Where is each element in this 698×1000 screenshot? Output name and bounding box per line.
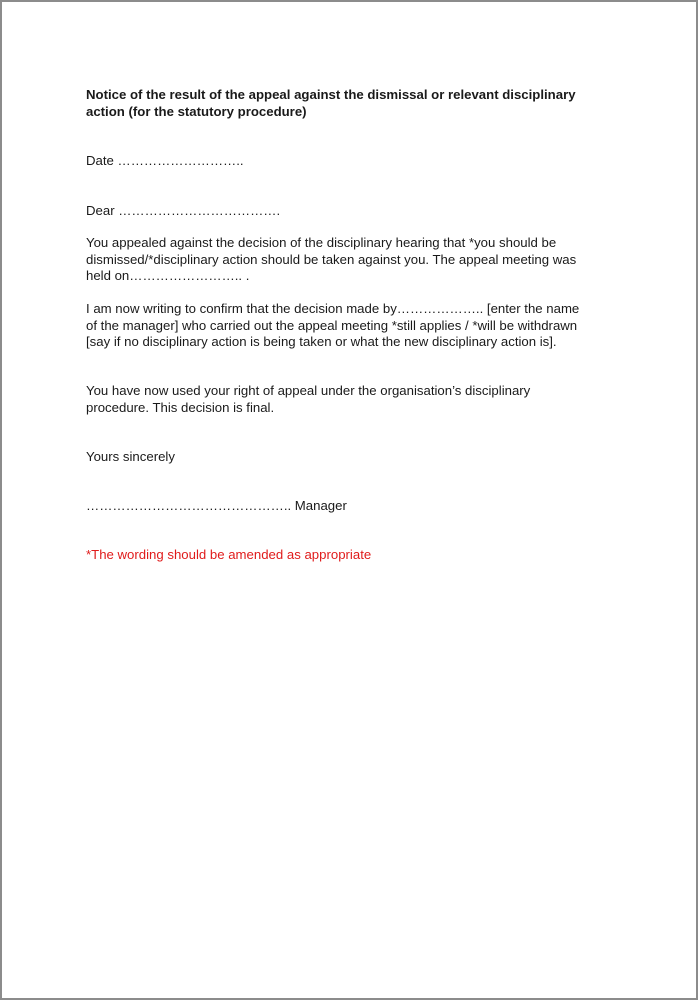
- paragraph-decision: I am now writing to confirm that the decision made by……………….. [enter the name of the manager] who carried out the appeal meeting *still applies / *will be withdrawn [say if no disciplinary action is being taken or what the new disciplinary action is].: [86, 301, 580, 349]
- document-title: Notice of the result of the appeal against the dismissal or relevant disciplinary action (for the statutory procedure): [86, 87, 576, 119]
- closing: Yours sincerely: [86, 449, 175, 464]
- date-line: Date ………………………..: [86, 153, 244, 168]
- paragraph-final: You have now used your right of appeal under the organisation’s disciplinary procedure. This decision is final.: [86, 383, 531, 415]
- signature-line: ……………………………………….. Manager: [86, 498, 347, 513]
- paragraph-appeal: You appealed against the decision of the disciplinary hearing that *you should be dismissed/*disciplinary action should be taken against you. The appeal meeting was held on…………………….. .: [86, 235, 577, 283]
- footnote: *The wording should be amended as appropriate: [86, 547, 372, 562]
- salutation: Dear ……………………………….: [86, 203, 281, 218]
